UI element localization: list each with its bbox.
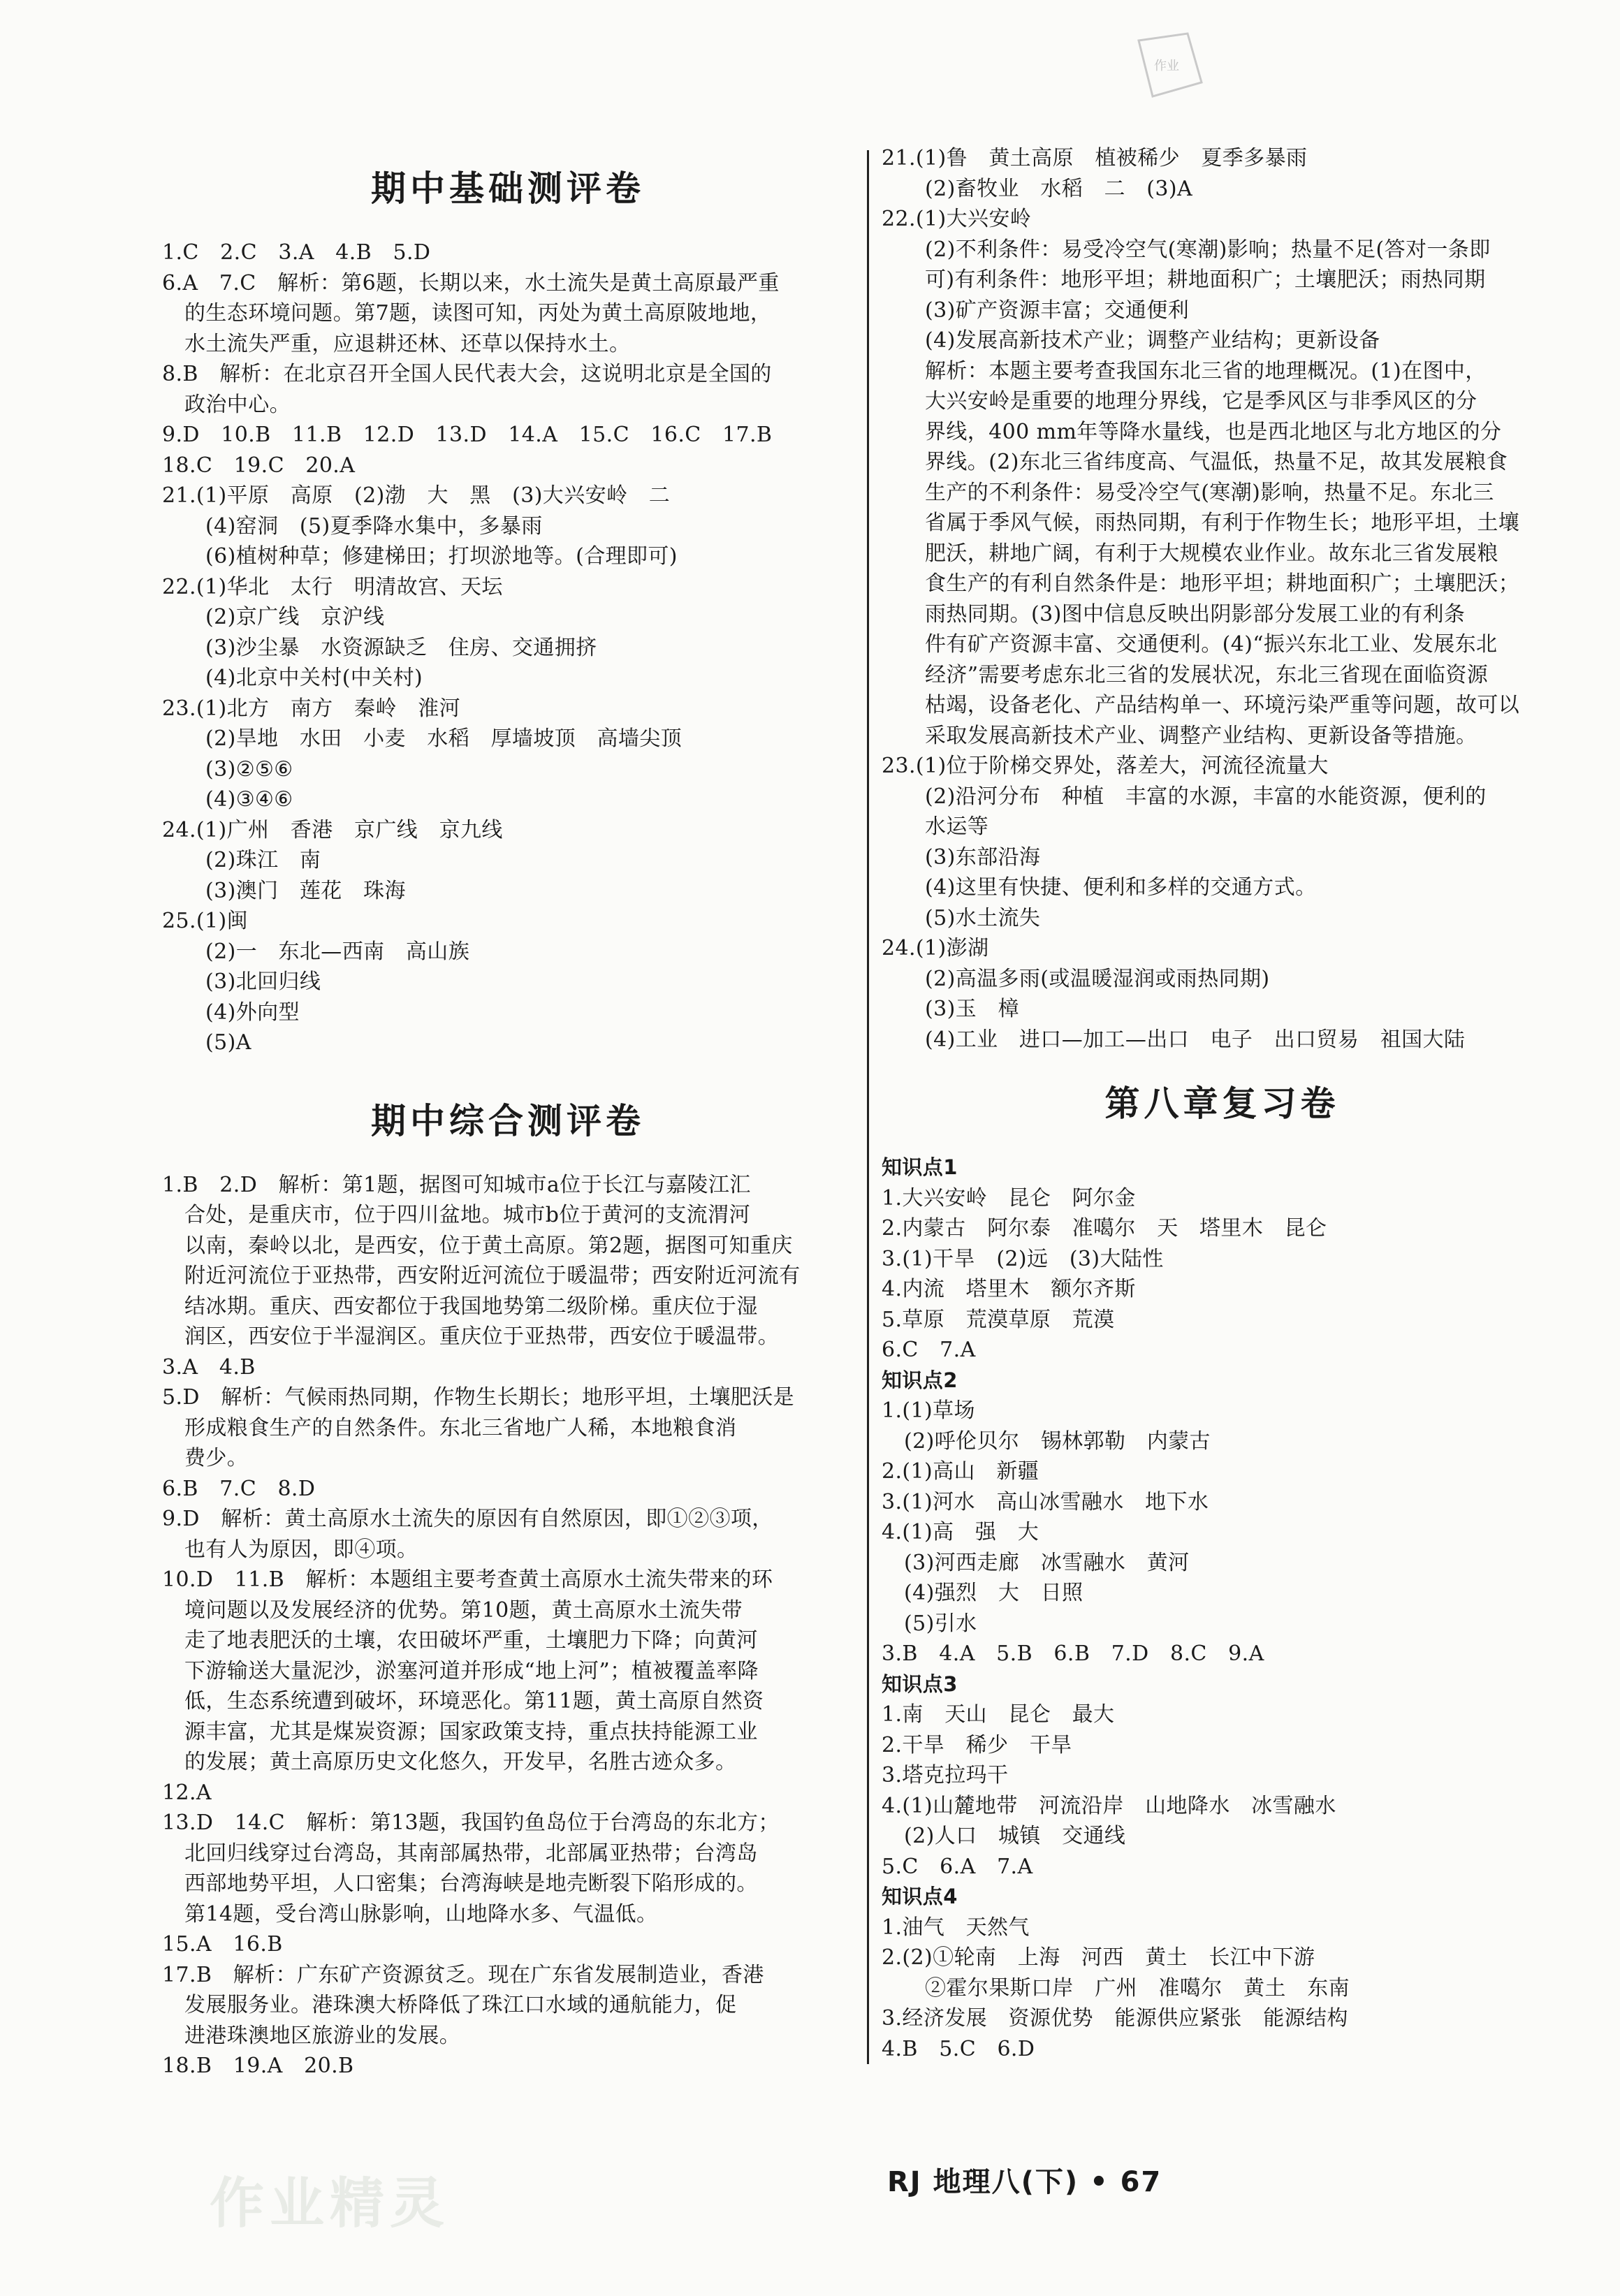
answer-line: 水土流失严重，应退耕还林、还草以保持水土。	[184, 331, 631, 356]
ch8-answers	[882, 1153, 1563, 2064]
mid-basic-answers	[162, 237, 854, 1058]
answer-line: 6.B 7.C 8.D	[162, 1476, 316, 1501]
answer-line: (3)玉 樟	[925, 997, 1019, 1021]
answer-line: (3)矿产资源丰富；交通便利	[925, 298, 1190, 323]
answer-line: 润区，西安位于半湿润区。重庆位于亚热带，西安位于暖温带。	[184, 1324, 780, 1349]
answer-line: 形成粮食生产的自然条件。东北三省地广人稀，本地粮食消	[184, 1415, 737, 1440]
answer-line: (2)京广线 京沪线	[205, 605, 385, 629]
answer-line: 3.塔克拉玛干	[882, 1763, 1009, 1787]
answer-line: (2)珠江 南	[205, 848, 321, 872]
answer-line: 12.A	[162, 1780, 212, 1805]
answer-line: 低，生态系统遭到破坏，环境恶化。第11题，黄土高原自然资	[184, 1689, 764, 1713]
section-title-mid-basic: 期中基础测评卷	[371, 168, 645, 209]
answer-line: 4.内流 塔里木 额尔齐斯	[882, 1277, 1136, 1301]
answer-line: 8.B 解析：在北京召开全国人民代表大会，这说明北京是全国的	[162, 362, 772, 386]
answer-line: (6)植树种草；修建梯田；打坝淤地等。(合理即可)	[205, 544, 678, 569]
answer-line: 西部地势平坦，人口密集；台湾海峡是地壳断裂下陷形成的。	[184, 1871, 758, 1896]
left-column	[162, 133, 854, 2082]
answer-line: 1.B 2.D 解析：第1题，据图可知城市a位于长江与嘉陵江汇	[162, 1172, 751, 1197]
right-column	[882, 143, 1563, 2064]
answer-line: 省属于季风气候，雨热同期，有利于作物生长；地形平坦，土壤	[925, 511, 1520, 535]
answer-line: (4)工业 进口—加工—出口 电子 出口贸易 祖国大陆	[925, 1027, 1466, 1052]
answer-line: 件有矿产资源丰富、交通便利。(4)“振兴东北工业、发展东北	[925, 632, 1498, 657]
answer-line: 知识点3	[882, 1672, 958, 1696]
answer-line: 食生产的有利自然条件是：地形平坦；耕地面积广；土壤肥沃；	[925, 571, 1520, 596]
answer-line: 的生态环境问题。第7题，读图可知，丙处为黄土高原陂地地，	[184, 301, 772, 326]
answer-line: (5)A	[205, 1030, 251, 1055]
answer-line: (3)北回归线	[205, 970, 321, 994]
answer-line: 进港珠澳地区旅游业的发展。	[184, 2023, 461, 2048]
column-divider	[867, 150, 869, 2064]
answer-line: 17.B 解析：广东矿产资源贫乏。现在广东省发展制造业，香港	[162, 1962, 764, 1987]
answer-line: 15.A 16.B	[162, 1932, 283, 1957]
stamp-seal	[1111, 13, 1216, 117]
answer-line: 1.大兴安岭 昆仑 阿尔金	[882, 1185, 1136, 1211]
answer-line: 界线，400 mm年等降水量线，也是西北地区与北方地区的分	[925, 419, 1502, 444]
answer-line: 24.(1)澎湖	[882, 936, 989, 960]
answer-line: 21.(1)鲁 黄土高原 植被稀少 夏季多暴雨	[882, 146, 1308, 170]
answer-line: (2)旱地 水田 小麦 水稻 厚墙坡顶 高墙尖顶	[205, 726, 683, 751]
answer-line: (4)发展高新技术产业；调整产业结构；更新设备	[925, 328, 1380, 353]
answer-line: 知识点1	[882, 1155, 958, 1179]
answer-line: 24.(1)广州 香港 京广线 京九线	[162, 817, 503, 842]
answer-line: 4.B 5.C 6.D	[882, 2036, 1035, 2061]
answer-line: 政治中心。	[184, 392, 291, 417]
answer-line: 水运等	[925, 814, 989, 839]
answer-line: 18.B 19.A 20.B	[162, 2054, 354, 2078]
answer-line: 肥沃，耕地广阔，有利于大规模农业作业。故东北三省发展粮	[925, 541, 1498, 566]
answer-line: 13.D 14.C 解析：第13题，我国钓鱼岛位于台湾岛的东北方；	[162, 1811, 780, 1835]
answer-line: 1.油气 天然气	[882, 1915, 1030, 1940]
answer-line: 3.(1)河水 高山冰雪融水 地下水	[882, 1489, 1209, 1514]
answer-line: (3)沙尘暴 水资源缺乏 住房、交通拥挤	[205, 635, 597, 660]
answer-line: (2)人口 城镇 交通线	[904, 1824, 1126, 1848]
answer-line: 解析：本题主要考查我国东北三省的地理概况。(1)在图中，	[925, 358, 1487, 383]
answer-line: 21.(1)平原 高原 (2)渤 大 黑 (3)大兴安岭 二	[162, 483, 671, 508]
answer-line: 18.C 19.C 20.A	[162, 453, 356, 478]
answer-line: (2)不利条件：易受冷空气(寒潮)影响；热量不足(答对一条即	[925, 237, 1491, 262]
answer-line: 源丰富，尤其是煤炭资源；国家政策支持，重点扶持能源工业	[184, 1719, 758, 1744]
answer-line: 以南，秦岭以北，是西安，位于黄土高原。第2题，据图可知重庆	[184, 1233, 793, 1258]
answer-line: 发展服务业。港珠澳大桥降低了珠江口水域的通航能力，促	[184, 1993, 737, 2017]
answer-line: (3)河西走廊 冰雪融水 黄河	[904, 1550, 1190, 1575]
answer-line: 5.C 6.A 7.A	[882, 1854, 1033, 1879]
answer-line: (2)畜牧业 水稻 二 (3)A	[925, 176, 1193, 201]
answer-line: (4)这里有快捷、便利和多样的交通方式。	[925, 875, 1317, 900]
answer-line: 3.经济发展 资源优势 能源供应紧张 能源结构	[882, 2006, 1348, 2031]
answer-line: 5.草原 荒漠草原 荒漠	[882, 1307, 1115, 1332]
answer-line: 2.干旱 稀少 干旱	[882, 1732, 1072, 1757]
answer-line: (2)一 东北—西南 高山族	[205, 939, 470, 964]
answer-line: 知识点2	[882, 1368, 958, 1392]
answer-line: 经济”需要考虑东北三省的发展状况，东北三省现在面临资源	[925, 662, 1489, 687]
answer-line: 北回归线穿过台湾岛，其南部属热带，北部属亚热带；台湾岛	[184, 1841, 758, 1866]
answer-line: (2)呼伦贝尔 锡林郭勒 内蒙古	[904, 1428, 1211, 1454]
mid-comp-answers	[162, 1170, 854, 2082]
answer-line: 23.(1)位于阶梯交界处，落差大，河流径流量大	[882, 754, 1329, 778]
answer-line: 下游输送大量泥沙，淤塞河道并形成“地上河”；植被覆盖率降	[184, 1658, 759, 1683]
answer-line: (2)高温多雨(或温暖湿润或雨热同期)	[925, 966, 1270, 991]
answer-line: (4)窑洞 (5)夏季降水集中，多暴雨	[205, 513, 543, 539]
answer-line: 1.(1)草场	[882, 1398, 975, 1423]
answer-line: 10.D 11.B 解析：本题组主要考查黄土高原水土流失带来的环	[162, 1567, 773, 1592]
answer-line: 附近河流位于亚热带，西安附近河流位于暖温带；西安附近河流有	[184, 1264, 801, 1288]
answer-line: 2.内蒙古 阿尔泰 准噶尔 天 塔里木 昆仑	[882, 1216, 1327, 1241]
answer-line: 知识点4	[882, 1885, 958, 1908]
answer-line: 也有人为原因，即④项。	[184, 1537, 418, 1562]
answer-line: 9.D 解析：黄土高原水土流失的原因有自然原因，即①②③项，	[162, 1507, 773, 1531]
answer-line: 的发展；黄土高原历史文化悠久，开发早，名胜古迹众多。	[184, 1750, 737, 1774]
answer-line: (4)③④⑥	[205, 787, 293, 812]
answer-line: 6.C 7.A	[882, 1338, 976, 1362]
answer-line: 4.(1)山麓地带 河流沿岸 山地降水 冰雪融水	[882, 1793, 1336, 1818]
answer-line: 费少。	[184, 1446, 249, 1470]
section-title-ch8: 第八章复习卷	[1104, 1083, 1340, 1124]
answer-line: 1.C 2.C 3.A 4.B 5.D	[162, 240, 431, 265]
answer-line: (5)引水	[904, 1611, 977, 1636]
answer-line: 3.A 4.B	[162, 1354, 256, 1380]
answer-line: 3.B 4.A 5.B 6.B 7.D 8.C 9.A	[882, 1641, 1264, 1666]
answer-line: 22.(1)大兴安岭	[882, 207, 1032, 231]
answer-line: 生产的不利条件：易受冷空气(寒潮)影响，热量不足。东北三	[925, 480, 1494, 505]
answer-line: 9.D 10.B 11.B 12.D 13.D 14.A 15.C 16.C 17.B	[162, 423, 773, 447]
section-title-mid-comp: 期中综合测评卷	[371, 1100, 645, 1141]
answer-line: 采取发展高新技术产业、调整产业结构、更新设备等措施。	[925, 723, 1477, 748]
answer-line: 合处，是重庆市，位于四川盆地。城市b位于黄河的支流渭河	[184, 1203, 751, 1227]
answer-line: 枯竭，设备老化、产品结构单一、环境污染严重等问题，故可以	[925, 693, 1520, 717]
answer-line: 25.(1)闽	[162, 909, 249, 933]
answer-line: 第14题，受台湾山脉影响，山地降水多、气温低。	[184, 1901, 658, 1926]
answer-line: 3.(1)干旱 (2)远 (3)大陆性	[882, 1246, 1164, 1271]
answer-line: 可)有利条件：地形平坦；耕地面积广；土壤肥沃；雨热同期	[925, 268, 1486, 292]
answer-line: 22.(1)华北 太行 明清故宫、天坛	[162, 574, 503, 599]
answer-line: 2.(2)①轮南 上海 河西 黄土 长江中下游	[882, 1945, 1315, 1970]
answer-line: 6.A 7.C 解析：第6题，长期以来，水土流失是黄土高原最严重	[162, 270, 780, 295]
svg-text:作业: 作业	[1154, 59, 1179, 73]
answer-line: 2.(1)高山 新疆	[882, 1459, 1039, 1484]
answer-line: ②霍尔果斯口岸 广州 准噶尔 黄土 东南	[925, 1975, 1350, 2001]
answer-line: (4)外向型	[205, 1000, 300, 1025]
right-top-answers	[882, 143, 1563, 1055]
answer-line: 5.D 解析：气候雨热同期，作物生长期长；地形平坦，土壤肥沃是	[162, 1385, 795, 1410]
answer-line: 界线。(2)东北三省纬度高、气温低，热量不足，故其发展粮食	[925, 450, 1508, 474]
answer-line: 境问题以及发展经济的优势。第10题，黄土高原水土流失带	[184, 1597, 743, 1623]
answer-line: (4)北京中关村(中关村)	[205, 666, 423, 690]
answer-line: 4.(1)高 强 大	[882, 1520, 1039, 1544]
watermark: 作业精灵	[210, 2172, 451, 2235]
answer-line: 大兴安岭是重要的地理分界线，它是季风区与非季风区的分	[925, 389, 1477, 414]
answer-line: (5)水土流失	[925, 905, 1041, 930]
answer-line: (3)澳门 莲花 珠海	[205, 878, 406, 903]
answer-line: (4)强烈 大 日照	[904, 1581, 1083, 1605]
answer-line: (3)②⑤⑥	[205, 756, 293, 782]
answer-line: (3)东部沿海	[925, 844, 1041, 870]
answer-line: 结冰期。重庆、西安都位于我国地势第二级阶梯。重庆位于湿	[184, 1294, 758, 1319]
answer-line: 23.(1)北方 南方 秦岭 淮河	[162, 696, 461, 721]
page-footer: RJ 地理八(下) • 67	[887, 2166, 1162, 2198]
answer-line: 走了地表肥沃的土壤，农田破坏严重，土壤肥力下降；向黄河	[184, 1628, 758, 1653]
answer-line: 雨热同期。(3)图中信息反映出阴影部分发展工业的有利条	[925, 601, 1466, 627]
answer-line: 1.南 天山 昆仑 最大	[882, 1702, 1115, 1727]
answer-line: (2)沿河分布 种植 丰富的水源，丰富的水能资源，便利的	[925, 784, 1487, 809]
